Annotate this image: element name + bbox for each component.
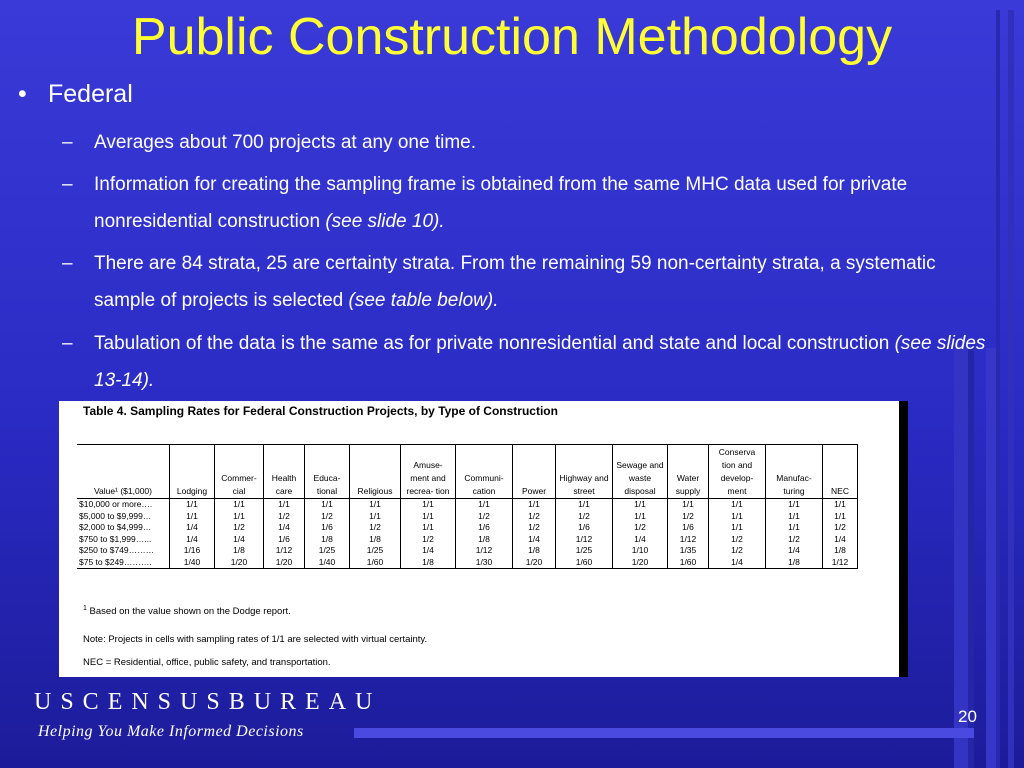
column-header: Health care [264, 445, 305, 499]
page-number: 20 [958, 707, 977, 726]
footnote: $^1$ Based on the value shown on the Dodge report. [83, 605, 291, 618]
rate-cell: 1/4 [170, 522, 215, 534]
rate-cell: 1/6 [305, 522, 350, 534]
rate-cell: 1/2 [513, 511, 556, 523]
rate-cell: 1/16 [170, 545, 215, 557]
column-header: Value¹ ($1,000) [77, 445, 170, 499]
rate-cell: 1/1 [709, 522, 766, 534]
rate-cell: 1/1 [350, 499, 401, 511]
rate-cell: 1/20 [215, 557, 264, 569]
rate-cell: 1/60 [668, 557, 709, 569]
bullet-marker: • [18, 80, 27, 108]
rate-cell: 1/2 [709, 545, 766, 557]
rate-cell: 1/2 [264, 511, 305, 523]
table-row [77, 522, 858, 534]
rate-cell: 1/2 [709, 534, 766, 546]
rate-cell: 1/2 [401, 534, 456, 546]
rate-cell: 1/1 [709, 499, 766, 511]
row-label-cell: $2,000 to $4,999… [77, 522, 170, 534]
row-label-cell: $750 to $1,999…... [77, 534, 170, 546]
rate-cell: 1/1 [766, 499, 823, 511]
rate-cell: 1/40 [305, 557, 350, 569]
rate-cell: 1/20 [264, 557, 305, 569]
rate-cell: 1/4 [170, 534, 215, 546]
rate-cell: 1/12 [556, 534, 613, 546]
rate-cell: 1/60 [350, 557, 401, 569]
rate-cell: 1/1 [766, 522, 823, 534]
rate-cell: 1/2 [513, 522, 556, 534]
rate-cell: 1/6 [556, 522, 613, 534]
rate-cell: 1/1 [401, 522, 456, 534]
sub-bullet [62, 124, 1002, 161]
rate-cell: 1/1 [823, 511, 858, 523]
slide-title: Public Construction Methodology [131, 8, 893, 66]
row-label-cell: $5,000 to $9,999… [77, 511, 170, 523]
rate-cell: 1/1 [613, 511, 668, 523]
rate-cell: 1/8 [350, 534, 401, 546]
rate-cell: 1/1 [766, 511, 823, 523]
row-label-cell: $250 to $749……… [77, 545, 170, 557]
decor-bar [954, 348, 968, 768]
column-header: Educa- tional [305, 445, 350, 499]
rate-cell: 1/1 [668, 499, 709, 511]
rate-cell: 1/10 [613, 545, 668, 557]
rate-cell: 1/1 [456, 499, 513, 511]
note: Note: Projects in cells with sampling rates of 1/1 are selected with virtual certainty. [83, 634, 428, 645]
rate-cell: 1/8 [513, 545, 556, 557]
table-row [77, 534, 858, 546]
rate-cell: 1/6 [668, 522, 709, 534]
rate-cell: 1/8 [401, 557, 456, 569]
rate-cell: 1/2 [215, 522, 264, 534]
column-header: Commer- cial [215, 445, 264, 499]
rate-cell: 1/1 [823, 499, 858, 511]
rate-cell: 1/4 [513, 534, 556, 546]
column-header: Amuse- ment and recrea- tion [401, 445, 456, 499]
rate-cell: 1/2 [305, 511, 350, 523]
rate-cell: 1/1 [613, 499, 668, 511]
rate-cell: 1/25 [305, 545, 350, 557]
sub-bullet-text: Information for creating the sampling frame is obtained from the same MHC data used for private nonresidential construction (see slide 10). [94, 174, 908, 232]
rate-cell: 1/1 [401, 499, 456, 511]
row-label-cell: $75 to $249………. [77, 557, 170, 569]
bullet-federal [18, 80, 133, 109]
rate-cell: 1/8 [456, 534, 513, 546]
footer-rule [354, 728, 974, 738]
table-row [77, 557, 858, 569]
rate-cell: 1/1 [215, 511, 264, 523]
rate-cell: 1/8 [766, 557, 823, 569]
rate-cell: 1/2 [350, 522, 401, 534]
rate-cell: 1/12 [668, 534, 709, 546]
rate-cell: 1/25 [556, 545, 613, 557]
rate-cell: 1/35 [668, 545, 709, 557]
decor-bar [986, 348, 996, 768]
rate-cell: 1/8 [305, 534, 350, 546]
rate-cell: 1/4 [401, 545, 456, 557]
table-row [77, 511, 858, 523]
rate-cell: 1/1 [264, 499, 305, 511]
tagline: Helping You Make Informed Decisions [38, 723, 304, 740]
sub-bullet [62, 325, 1002, 399]
column-header: Sewage and waste disposal [613, 445, 668, 499]
rate-cell: 1/1 [401, 511, 456, 523]
rate-cell: 1/1 [215, 499, 264, 511]
rate-cell: 1/4 [613, 534, 668, 546]
rate-cell: 1/1 [305, 499, 350, 511]
rate-cell: 1/2 [823, 522, 858, 534]
column-header: Lodging [170, 445, 215, 499]
sub-bullet-text: Tabulation of the data is the same as for private nonresidential and state and local construction (see slides 13-14). [94, 333, 986, 391]
rate-cell: 1/4 [709, 557, 766, 569]
sampling-rates-table [77, 444, 858, 569]
bullet-text: Federal [48, 80, 133, 108]
rate-cell: 1/6 [456, 522, 513, 534]
rate-cell: 1/12 [823, 557, 858, 569]
column-header: Religious [350, 445, 401, 499]
column-header: Highway and street [556, 445, 613, 499]
census-bureau-wordmark: USCENSUSBUREAU [34, 689, 382, 715]
decor-bar [968, 348, 974, 768]
nec-definition: NEC = Residential, office, public safety, and transportation. [83, 657, 331, 668]
rate-cell: 1/6 [264, 534, 305, 546]
rate-cell: 1/12 [264, 545, 305, 557]
rate-cell: 1/8 [823, 545, 858, 557]
column-header: Conserva tion and develop- ment [709, 445, 766, 499]
rate-cell: 1/12 [456, 545, 513, 557]
rate-cell: 1/1 [170, 511, 215, 523]
rate-cell: 1/40 [170, 557, 215, 569]
rate-cell: 1/1 [556, 499, 613, 511]
rate-cell: 1/60 [556, 557, 613, 569]
rate-cell: 1/4 [215, 534, 264, 546]
sub-bullet [62, 166, 1002, 240]
decor-bar [1008, 10, 1014, 768]
rate-cell: 1/1 [513, 499, 556, 511]
rate-cell: 1/8 [215, 545, 264, 557]
column-header: Water supply [668, 445, 709, 499]
table-caption: Table 4. Sampling Rates for Federal Construction Projects, by Type of Construction [83, 404, 558, 418]
rate-cell: 1/20 [513, 557, 556, 569]
dash-marker: – [62, 174, 73, 195]
column-header: NEC [823, 445, 858, 499]
table-row [77, 499, 858, 511]
rate-cell: 1/4 [766, 545, 823, 557]
row-label-cell: $10,000 or more…. [77, 499, 170, 511]
rate-cell: 1/1 [350, 511, 401, 523]
sampling-table-image [59, 401, 908, 677]
sub-bullet-text: Averages about 700 projects at any one time. [94, 132, 477, 153]
rate-cell: 1/20 [613, 557, 668, 569]
rate-cell: 1/2 [613, 522, 668, 534]
dash-marker: – [62, 132, 73, 153]
table-header-row [77, 445, 858, 499]
rate-cell: 1/4 [264, 522, 305, 534]
sub-bullet-text: There are 84 strata, 25 are certainty strata. From the remaining 59 non-certainty strata, a systematic sample of projects is selected (see table below). [94, 253, 936, 311]
rate-cell: 1/2 [556, 511, 613, 523]
column-header: Power [513, 445, 556, 499]
rate-cell: 1/25 [350, 545, 401, 557]
dash-marker: – [62, 253, 73, 274]
rate-cell: 1/2 [456, 511, 513, 523]
dash-marker: – [62, 333, 73, 354]
rate-cell: 1/2 [668, 511, 709, 523]
column-header: Manufac- turing [766, 445, 823, 499]
rate-cell: 1/2 [766, 534, 823, 546]
rate-cell: 1/1 [170, 499, 215, 511]
rate-cell: 1/1 [709, 511, 766, 523]
rate-cell: 1/30 [456, 557, 513, 569]
column-header: Communi- cation [456, 445, 513, 499]
table-row [77, 545, 858, 557]
sub-bullet [62, 245, 1002, 319]
rate-cell: 1/4 [823, 534, 858, 546]
